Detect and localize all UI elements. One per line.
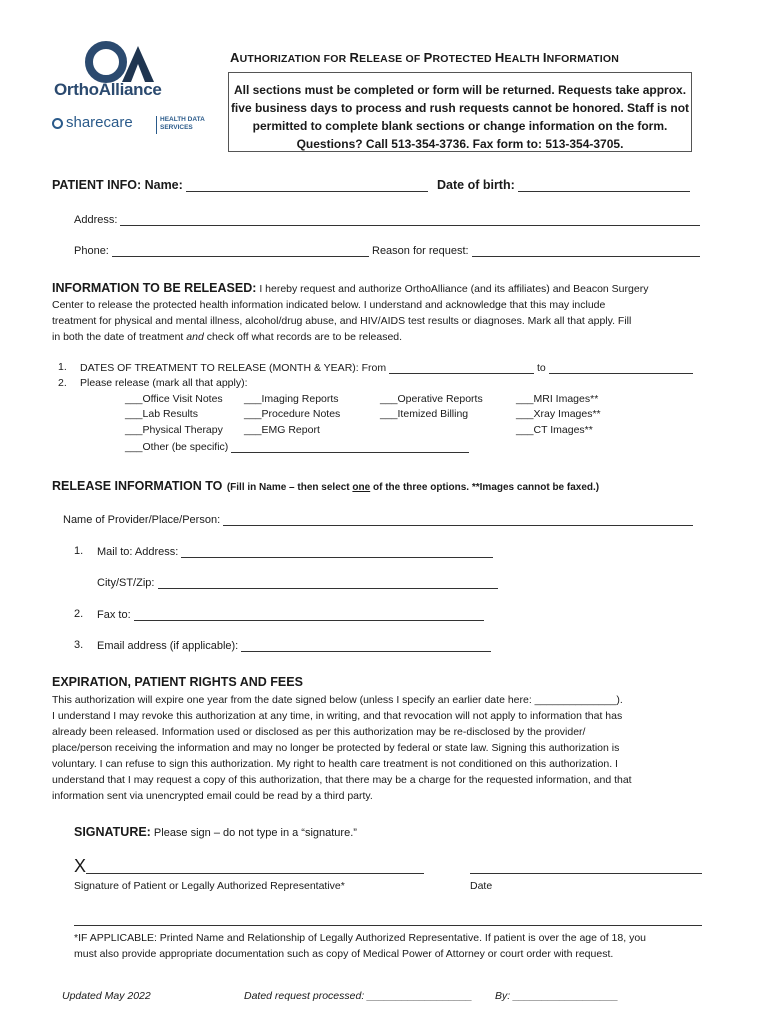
expiration-line2: I understand I may revoke this authorization at any time, in writing, and that revocation will not apply to information that has <box>52 710 623 722</box>
option-other-row: ___Other (be specific) <box>125 440 469 453</box>
phone-field[interactable] <box>112 244 369 257</box>
option-itemized[interactable]: ___Itemized Billing <box>380 408 469 420</box>
option-physical-therapy[interactable]: ___Physical Therapy <box>125 424 223 436</box>
email-field[interactable] <box>241 639 491 652</box>
expiration-line6: understand that I may request a copy of this authorization, that there may be a charge for the requested information, and that <box>52 774 632 786</box>
processed-by-field: By: __________________ <box>495 990 619 1002</box>
release-to-heading-row: RELEASE INFORMATION TO (Fill in Name – then select one of the three options. **Images cannot be faxed.) <box>52 479 600 493</box>
item2-number: 2. <box>58 377 67 389</box>
provider-row: Name of Provider/Place/Person: <box>63 513 693 526</box>
date-field[interactable] <box>470 873 702 874</box>
date-to-field[interactable] <box>549 361 693 374</box>
mail-row: Mail to: Address: <box>97 545 493 558</box>
fax-row: Fax to: <box>97 608 484 621</box>
expiration-line4: place/person receiving the information and may no longer be protected by federal or state law. Signing this authorization is <box>52 742 620 754</box>
option-mri[interactable]: ___MRI Images** <box>516 393 599 405</box>
signature-field[interactable] <box>86 873 424 874</box>
logo-divider <box>156 116 157 134</box>
city-st-zip-field[interactable] <box>158 576 498 589</box>
instructions-box: All sections must be completed or form will be returned. Requests take approx. five business days to process and rush requests cannot be honored. Staff is not permitted to complete blank sections or change information on the form. Questions? Call 513-354-3736. Fax form to: 513-354-3705. <box>228 72 692 152</box>
info-release-intro: INFORMATION TO BE RELEASED: I hereby request and authorize OrthoAlliance (and its affiliates) and Beacon Surgery <box>52 281 649 295</box>
provider-field[interactable] <box>223 513 693 526</box>
orthoalliance-wordmark: OrthoAlliance <box>54 80 162 99</box>
info-release-line3: treatment for physical and mental illness, alcohol/drug abuse, and HIV/AIDS test results or diagnoses. Mark all that apply. Fill <box>52 315 632 327</box>
expiration-line5: voluntary. I can refuse to sign this authorization. My right to health care treatment is not conditioned on this authorization. I <box>52 758 618 770</box>
option-operative[interactable]: ___Operative Reports <box>380 393 483 405</box>
option-office-visit[interactable]: ___Office Visit Notes <box>125 393 223 405</box>
sharecare-mark-icon <box>52 118 63 129</box>
footnote-line1: *IF APPLICABLE: Printed Name and Relationship of Legally Authorized Representative. If patient is over the age of 18, you <box>74 932 647 944</box>
footnote-line2: must also provide appropriate documentation such as copy of Medical Power of Attorney or court order with request. <box>74 948 614 960</box>
representative-field[interactable] <box>74 925 702 926</box>
item2-label: Please release (mark all that apply): <box>80 377 248 389</box>
services-label: SERVICES <box>160 124 193 131</box>
expiration-heading: EXPIRATION, PATIENT RIGHTS AND FEES <box>52 675 303 689</box>
email-row: Email address (if applicable): <box>97 639 491 652</box>
phone-row: Phone: Reason for request: <box>74 244 700 257</box>
expiration-line7: information sent via unencrypted email could be read by a third party. <box>52 790 373 802</box>
reason-field[interactable] <box>472 244 700 257</box>
option-imaging[interactable]: ___Imaging Reports <box>244 393 339 405</box>
expiration-line3: already been released. Information used or disclosed as per this authorization may be re-disclosed by the provider/ <box>52 726 586 738</box>
item1-number: 1. <box>58 361 67 373</box>
info-release-line4: in both the date of treatment and check off what records are to be released. <box>52 331 403 343</box>
option-ct[interactable]: ___CT Images** <box>516 424 593 436</box>
orthoalliance-logo <box>52 40 192 100</box>
patient-name-row: PATIENT INFO: Name: <box>52 178 428 192</box>
patient-name-field[interactable] <box>186 179 428 192</box>
sharecare-wordmark: sharecare <box>66 114 133 131</box>
updated-date: Updated May 2022 <box>62 990 151 1002</box>
fax-field[interactable] <box>134 608 484 621</box>
mail-address-field[interactable] <box>181 545 493 558</box>
form-title: AUTHORIZATION FOR RELEASE OF PROTECTED HEALTH INFORMATION <box>230 50 620 65</box>
signature-heading-row: SIGNATURE: Please sign – do not type in a “signature.” <box>74 825 357 839</box>
sharecare-logo <box>52 115 222 141</box>
mail-number: 1. <box>74 545 84 557</box>
city-row: City/ST/Zip: <box>97 576 498 589</box>
option-lab[interactable]: ___Lab Results <box>125 408 198 420</box>
date-label: Date <box>470 880 493 892</box>
address-field[interactable] <box>120 213 700 226</box>
dob-field[interactable] <box>518 179 690 192</box>
dob-row: Date of birth: <box>437 178 690 192</box>
signature-label: Signature of Patient or Legally Authorized Representative* <box>74 880 345 892</box>
processed-date-field: Dated request processed: __________________ <box>244 990 473 1002</box>
date-from-field[interactable] <box>389 361 534 374</box>
option-xray[interactable]: ___Xray Images** <box>516 408 601 420</box>
email-number: 3. <box>74 639 84 651</box>
expiration-line1: This authorization will expire one year from the date signed below (unless I specify an earlier date here: ______________). <box>52 694 623 706</box>
other-specify-field[interactable] <box>231 440 469 453</box>
signature-x-mark: X <box>74 856 87 876</box>
dates-row: DATES OF TREATMENT TO RELEASE (MONTH & YEAR): From to <box>80 361 693 374</box>
info-release-line2: Center to release the protected health information indicated below. I understand and acknowledge that this may include <box>52 299 606 311</box>
health-data-label: HEALTH DATA <box>160 116 205 123</box>
fax-number: 2. <box>74 608 84 620</box>
option-procedure[interactable]: ___Procedure Notes <box>244 408 341 420</box>
address-row: Address: <box>74 213 700 226</box>
option-emg[interactable]: ___EMG Report <box>244 424 320 436</box>
